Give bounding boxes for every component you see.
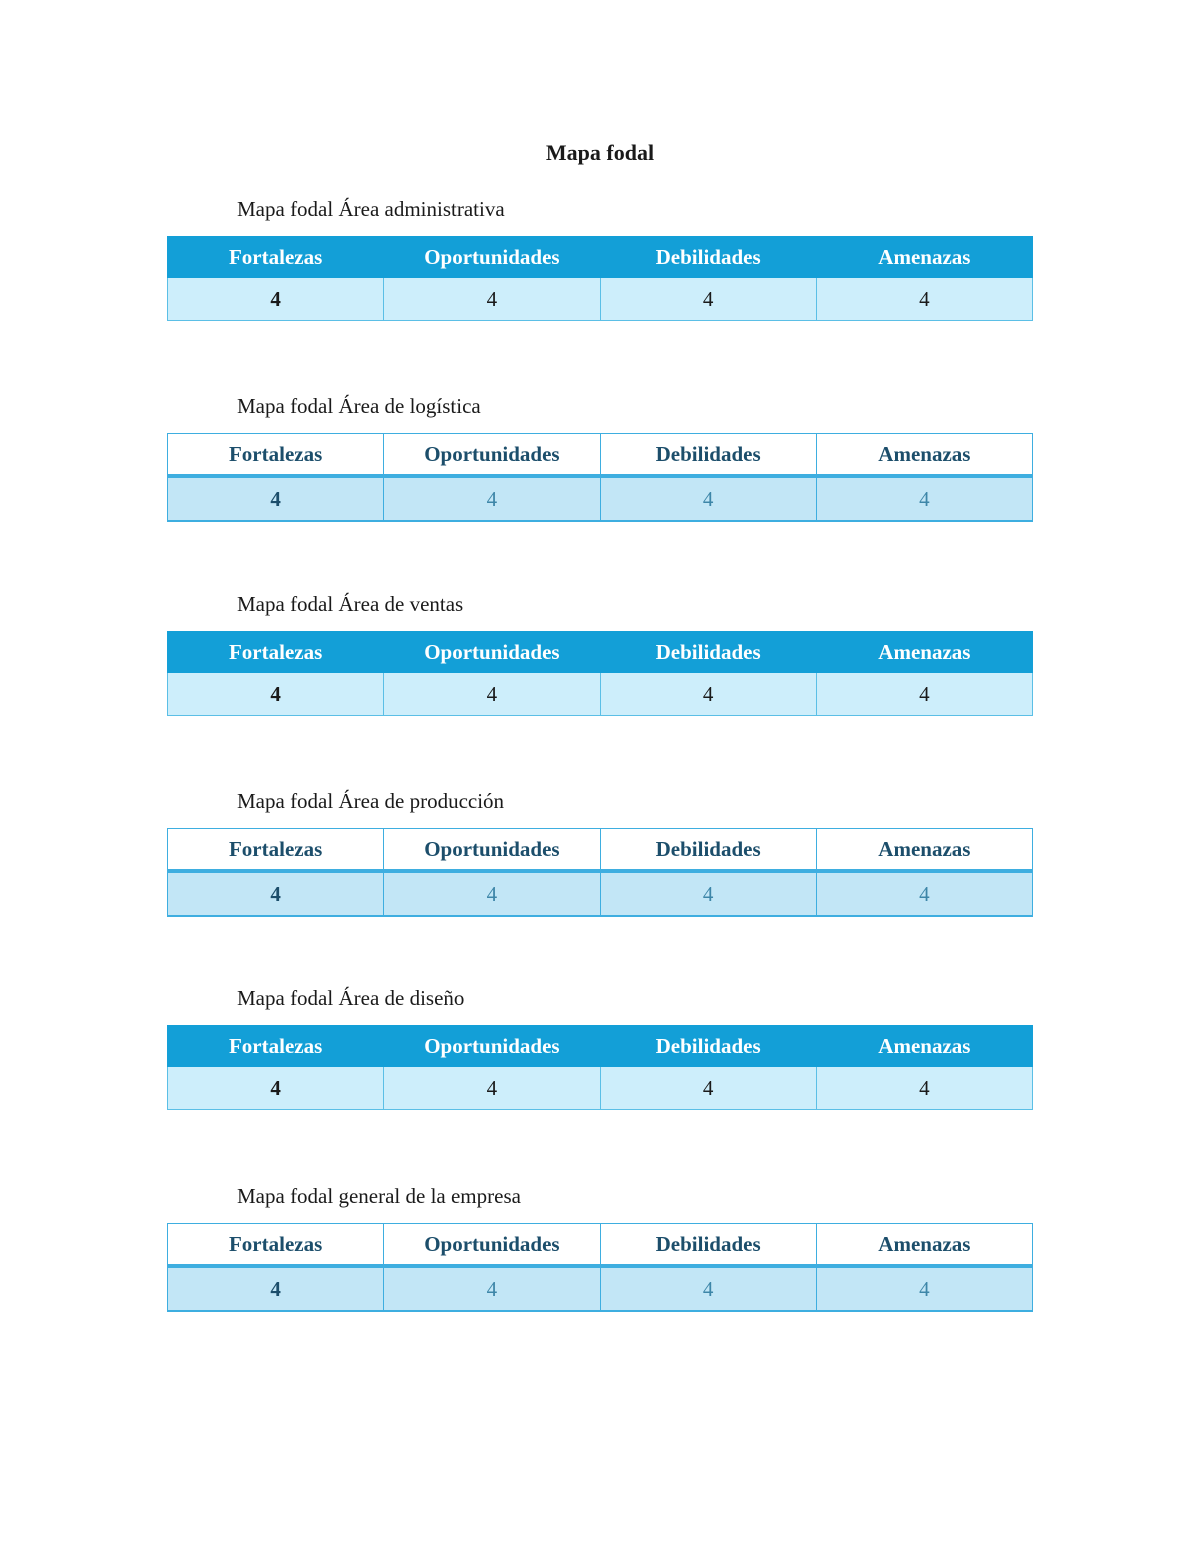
- section-logistica: [167, 391, 1033, 522]
- header-debilidades: Debilidades: [600, 1224, 816, 1267]
- section-diseno: [167, 983, 1033, 1110]
- section-heading: Mapa fodal Área de ventas: [237, 592, 464, 616]
- table-row: [168, 476, 1033, 521]
- value-debilidades: 4: [600, 1266, 816, 1311]
- page-title: Mapa fodal: [545, 140, 655, 165]
- header-oportunidades: Oportunidades: [384, 1224, 600, 1267]
- header-debilidades: Debilidades: [600, 434, 816, 477]
- header-debilidades: Debilidades: [600, 1026, 816, 1067]
- header-fortalezas: Fortalezas: [168, 237, 384, 278]
- fodal-table: [167, 236, 1033, 321]
- value-amenazas: 4: [816, 871, 1032, 916]
- header-oportunidades: Oportunidades: [384, 632, 600, 673]
- header-fortalezas: Fortalezas: [168, 829, 384, 872]
- value-debilidades: 4: [600, 673, 816, 716]
- value-oportunidades: 4: [384, 1266, 600, 1311]
- value-oportunidades: 4: [384, 673, 600, 716]
- value-oportunidades: 4: [384, 278, 600, 321]
- fodal-table: [167, 631, 1033, 716]
- value-oportunidades: 4: [384, 476, 600, 521]
- value-fortalezas: 4: [168, 476, 384, 521]
- section-heading: Mapa fodal Área administrativa: [237, 197, 505, 221]
- fodal-table: [167, 1025, 1033, 1110]
- table-header-row: [168, 1224, 1033, 1267]
- value-oportunidades: 4: [384, 871, 600, 916]
- value-amenazas: 4: [816, 1067, 1032, 1110]
- section-heading: Mapa fodal general de la empresa: [237, 1184, 521, 1208]
- header-fortalezas: Fortalezas: [168, 1224, 384, 1267]
- header-oportunidades: Oportunidades: [384, 1026, 600, 1067]
- value-debilidades: 4: [600, 1067, 816, 1110]
- header-amenazas: Amenazas: [816, 434, 1032, 477]
- value-amenazas: 4: [816, 673, 1032, 716]
- table-row: [168, 1067, 1033, 1110]
- table-row: [168, 1266, 1033, 1311]
- header-debilidades: Debilidades: [600, 632, 816, 673]
- value-fortalezas: 4: [168, 871, 384, 916]
- header-amenazas: Amenazas: [816, 829, 1032, 872]
- value-fortalezas: 4: [168, 673, 384, 716]
- section-general: [167, 1181, 1033, 1312]
- table-header-row: [168, 434, 1033, 477]
- table-row: [168, 673, 1033, 716]
- fodal-table: [167, 828, 1033, 917]
- value-amenazas: 4: [816, 1266, 1032, 1311]
- value-debilidades: 4: [600, 871, 816, 916]
- value-amenazas: 4: [816, 476, 1032, 521]
- header-fortalezas: Fortalezas: [168, 1026, 384, 1067]
- value-fortalezas: 4: [168, 1067, 384, 1110]
- header-oportunidades: Oportunidades: [384, 434, 600, 477]
- header-fortalezas: Fortalezas: [168, 434, 384, 477]
- value-oportunidades: 4: [384, 1067, 600, 1110]
- value-fortalezas: 4: [168, 278, 384, 321]
- table-row: [168, 871, 1033, 916]
- header-debilidades: Debilidades: [600, 829, 816, 872]
- section-heading: Mapa fodal Área de diseño: [237, 986, 465, 1010]
- fodal-table: [167, 1223, 1033, 1312]
- table-header-row: [168, 632, 1033, 673]
- section-heading: Mapa fodal Área de logística: [237, 394, 481, 418]
- value-debilidades: 4: [600, 476, 816, 521]
- value-amenazas: 4: [816, 278, 1032, 321]
- table-row: [168, 278, 1033, 321]
- value-fortalezas: 4: [168, 1266, 384, 1311]
- table-header-row: [168, 829, 1033, 872]
- header-fortalezas: Fortalezas: [168, 632, 384, 673]
- header-oportunidades: Oportunidades: [384, 829, 600, 872]
- value-debilidades: 4: [600, 278, 816, 321]
- section-administrativa: [167, 194, 1033, 321]
- section-heading: Mapa fodal Área de producción: [237, 789, 505, 813]
- table-header-row: [168, 1026, 1033, 1067]
- header-debilidades: Debilidades: [600, 237, 816, 278]
- section-ventas: [167, 589, 1033, 716]
- fodal-table: [167, 433, 1033, 522]
- header-amenazas: Amenazas: [816, 632, 1032, 673]
- header-amenazas: Amenazas: [816, 237, 1032, 278]
- header-oportunidades: Oportunidades: [384, 237, 600, 278]
- header-amenazas: Amenazas: [816, 1026, 1032, 1067]
- table-header-row: [168, 237, 1033, 278]
- header-amenazas: Amenazas: [816, 1224, 1032, 1267]
- section-produccion: [167, 786, 1033, 917]
